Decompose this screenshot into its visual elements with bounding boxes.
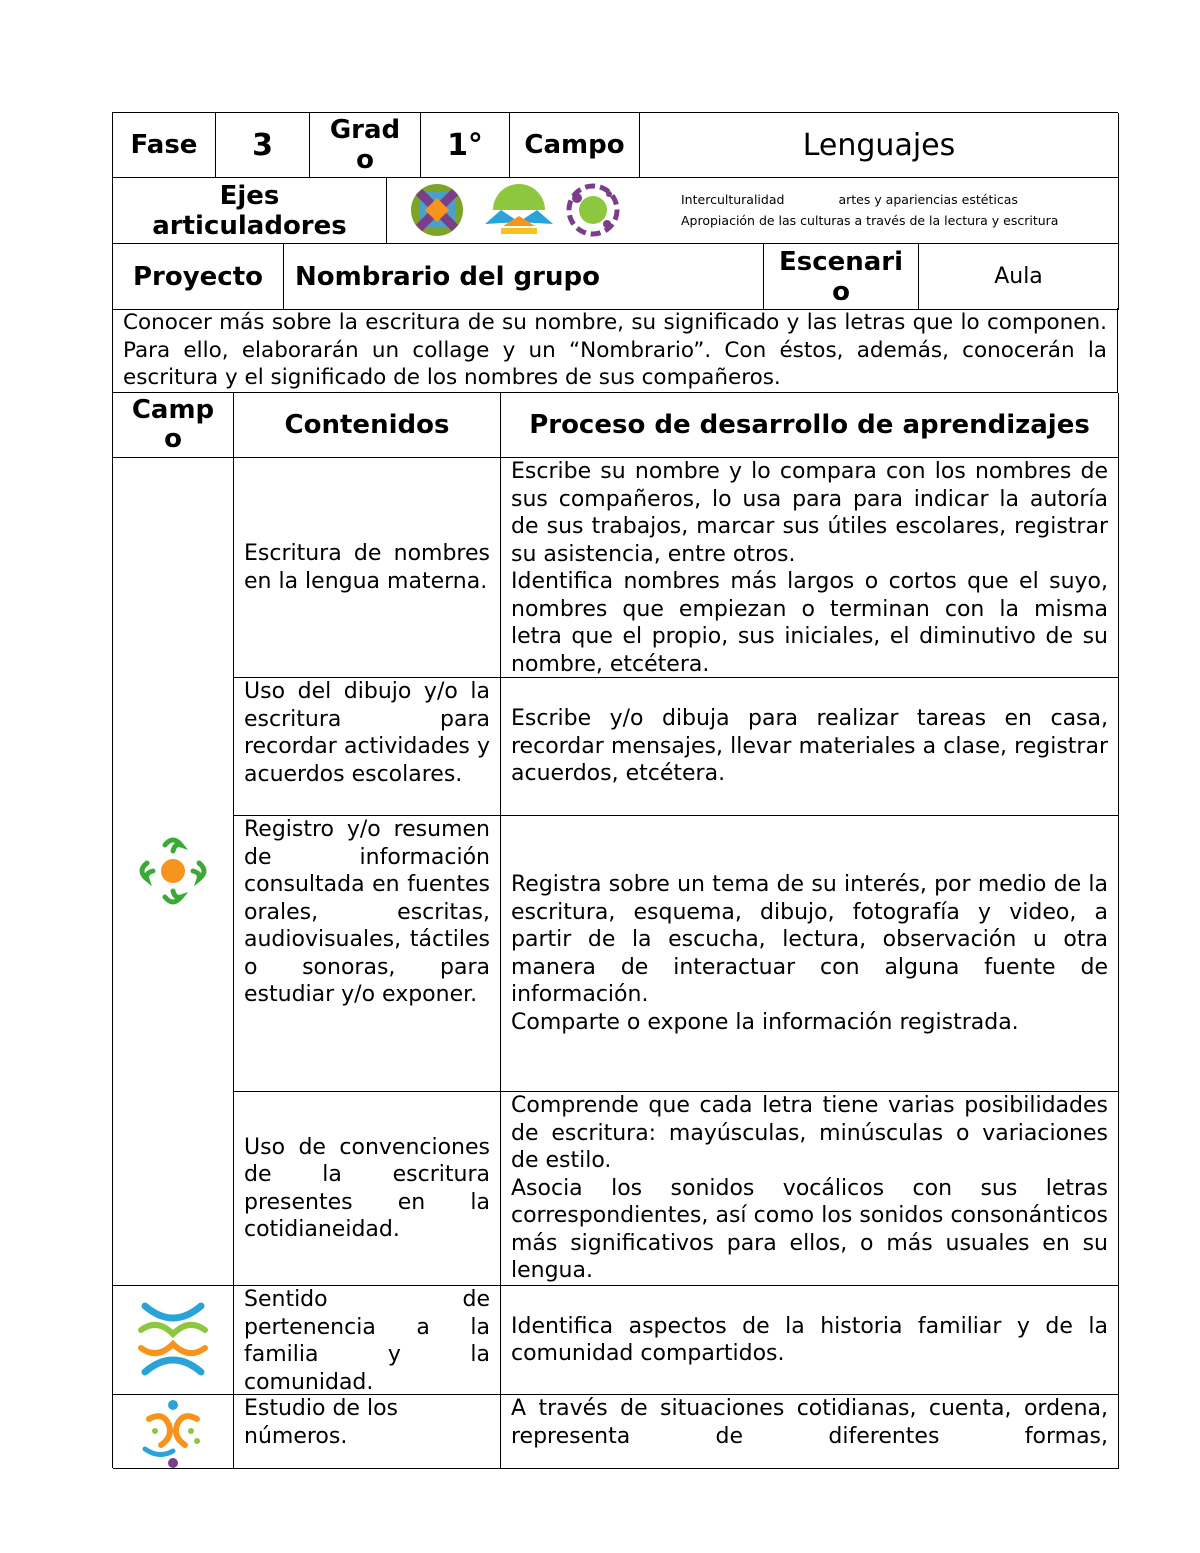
- proceso-cell-2: [501, 678, 1119, 816]
- grado-label-line1: Grad: [329, 115, 401, 145]
- saberes-campo-icon: [135, 1397, 211, 1469]
- escenario-label-line2: o: [832, 276, 850, 307]
- escenario-label-line1: Escenari: [778, 246, 904, 277]
- contenido-cell-5: [234, 1286, 501, 1395]
- lenguajes-campo-icon: [135, 833, 211, 909]
- interculturalidad-icon: [409, 182, 465, 238]
- campo-cell-etica: [113, 1286, 234, 1395]
- proceso-6: A través de situaciones cotidianas, cuenta, ordena, representa de diferentes formas,: [511, 1396, 1108, 1449]
- contenido-cell-1: [234, 458, 501, 678]
- campo-cell-saberes: [113, 1395, 234, 1469]
- contenido-1: Escritura de nombres en la lengua materna.: [244, 541, 490, 594]
- fase-label: Fase: [113, 113, 216, 178]
- col-campo-line2: o: [164, 424, 182, 454]
- contenido-5: Sentido de pertenencia a la familia y la comunidad.: [244, 1287, 490, 1395]
- project-description: Conocer más sobre la escritura de su nombre, su significado y las letras que lo componen. Para ello, elaborarán un collage y un “Nombrario”. Con éstos, además, conocerán la escritura y el significado de los nombres de sus compañeros.: [123, 310, 1107, 390]
- contenido-cell-4: [234, 1092, 501, 1286]
- proceso-5: Identifica aspectos de la historia familiar y de la comunidad compartidos.: [511, 1313, 1108, 1366]
- apropiacion-icon: [563, 180, 621, 240]
- grado-label: [310, 113, 421, 178]
- col-contenidos-header: Contenidos: [234, 393, 501, 458]
- campo-value: Lenguajes: [640, 113, 1119, 178]
- proceso-1: Escribe su nombre y lo compara con los nombres de sus compañeros, lo usa para para indicar la autoría de sus trabajos, marcar sus útiles escolares, registrar su asistencia, entre otros. Identifica nombres más largos o cortos que el suyo, nombres que empiezan o terminan con la misma letra que el propio, sus iniciales, el diminutivo de su nombre, etcétera.: [511, 459, 1108, 677]
- contenido-6: Estudio de los números.: [244, 1396, 398, 1449]
- col-proceso-header: Proceso de desarrollo de aprendizajes: [501, 393, 1119, 458]
- ejes-label-line2: articuladores: [152, 210, 347, 241]
- artes-icon: [481, 180, 557, 238]
- proceso-2: Escribe y/o dibuja para realizar tareas en casa, recordar mensajes, llevar materiales a clase, registrar acuerdos, etcétera.: [511, 706, 1108, 787]
- proceso-cell-1: [501, 458, 1119, 678]
- ejes-label-line1: Ejes: [219, 180, 280, 211]
- proceso-3: Registra sobre un tema de su interés, por medio de la escritura, esquema, dibujo, fotografía y video, a partir de la escucha, lectura, observación u otra manera de interactuar con alguna fuente de información. Comparte o expone la información registrada.: [511, 872, 1108, 1035]
- proceso-cell-4: [501, 1092, 1119, 1286]
- campo-label: Campo: [510, 113, 640, 178]
- main-table: [112, 392, 1118, 1468]
- ejes-line1-a: Interculturalidad: [681, 192, 785, 207]
- contenido-3: Registro y/o resumen de información consultada en fuentes orales, escritas, audiovisuales, táctiles o sonoras, para estudiar y/o exponer.: [244, 817, 490, 1007]
- ejes-line2: Apropiación de las culturas a través de la lectura y escritura: [681, 213, 1059, 228]
- proyecto-name: Nombrario del grupo: [284, 244, 764, 310]
- fase-value: 3: [216, 113, 310, 178]
- proceso-cell-5: [501, 1286, 1119, 1395]
- ejes-line1-b: artes y apariencias estéticas: [838, 192, 1018, 207]
- ejes-content: [387, 178, 1119, 244]
- header-table: [112, 112, 1118, 309]
- escenario-label: [764, 244, 919, 310]
- description-box: [112, 308, 1118, 393]
- proceso-cell-6: [501, 1395, 1119, 1469]
- contenido-cell-3: [234, 816, 501, 1092]
- etica-naturaleza-campo-icon: [137, 1300, 209, 1378]
- contenido-2: Uso del dibujo y/o la escritura para recordar actividades y acuerdos escolares.: [244, 679, 490, 787]
- proceso-cell-3: [501, 816, 1119, 1092]
- proyecto-label: Proyecto: [113, 244, 284, 310]
- grado-label-line2: o: [356, 145, 374, 175]
- ejes-text: [681, 189, 1058, 231]
- ejes-label: [113, 178, 387, 244]
- proceso-4: Comprende que cada letra tiene varias posibilidades de escritura: mayúsculas, minúsculas o variaciones de estilo. Asocia los sonidos vocálicos con sus letras correspondientes, así como los sonidos consonánticos más significativos para ellos, o más usuales en su lengua.: [511, 1093, 1108, 1283]
- escenario-value: Aula: [919, 244, 1119, 310]
- col-campo-header: [113, 393, 234, 458]
- contenido-cell-6: [234, 1395, 501, 1469]
- contenido-4: Uso de convenciones de la escritura presentes en la cotidianeidad.: [244, 1134, 490, 1242]
- grado-value: 1°: [421, 113, 510, 178]
- col-campo-line1: Camp: [131, 395, 215, 425]
- contenido-cell-2: [234, 678, 501, 816]
- campo-cell-lenguajes: [113, 458, 234, 1286]
